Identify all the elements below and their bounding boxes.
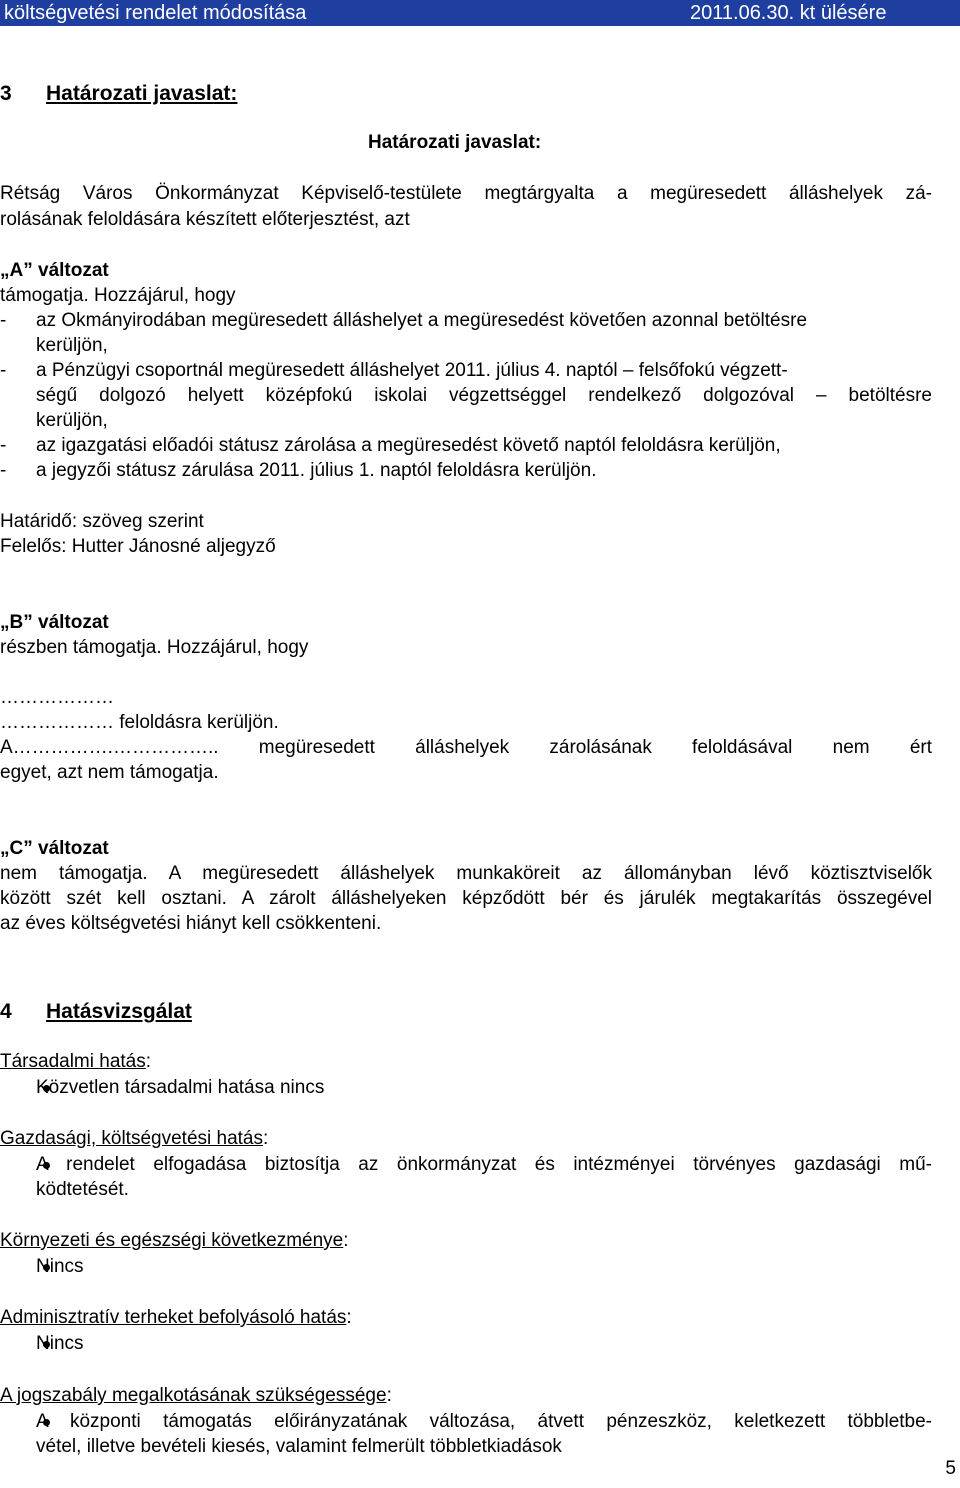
deadline: Határidő: szöveg szerint bbox=[0, 511, 204, 532]
impact-environment-item: Nincs bbox=[36, 1256, 84, 1277]
section-3-title: Határozati javaslat: bbox=[46, 82, 238, 105]
variant-c-line-3: az éves költségvetési hiányt kell csökkenteni. bbox=[0, 913, 382, 934]
intro-line-2: rolásának feloldására készített előterjesztést, azt bbox=[0, 209, 410, 230]
impact-necessity-item: A központi támogatás előirányzatának változása, átvett pénzeszköz, keletkezett többletbe- bbox=[36, 1411, 932, 1432]
variant-c-label: „C” változat bbox=[0, 838, 109, 859]
variant-a-item-2-dash: - bbox=[0, 360, 7, 381]
header-date: 2011.06.30. kt ülésére bbox=[690, 2, 887, 24]
variant-a-item-1-cont: kerüljön, bbox=[36, 335, 108, 356]
variant-a-item-2: a Pénzügyi csoportnál megüresedett álláshelyet 2011. július 4. naptól – felsőfokú végzett- bbox=[36, 360, 788, 381]
impact-heading-economic: Gazdasági, költségvetési hatás: bbox=[0, 1128, 269, 1149]
section-4-title: Hatásvizsgálat bbox=[46, 1000, 192, 1023]
impact-heading-environment: Környezeti és egészségi következménye: bbox=[0, 1230, 349, 1251]
variant-b-dots: ……………… bbox=[0, 687, 114, 708]
variant-a-item-4-dash: - bbox=[0, 460, 7, 481]
page-header bbox=[0, 0, 960, 26]
impact-necessity-item-cont: vétel, illetve bevételi kiesés, valamint felmerült többletkiadások bbox=[36, 1436, 562, 1457]
intro-line-1: Rétság Város Önkormányzat Képviselő-testülete megtárgyalta a megüresedett álláshelyek zá- bbox=[0, 183, 932, 204]
impact-heading-administrative: Adminisztratív terheket befolyásoló hatás: bbox=[0, 1307, 352, 1328]
variant-b-line-b: egyet, azt nem támogatja. bbox=[0, 762, 219, 783]
impact-heading-social: Társadalmi hatás: bbox=[0, 1051, 152, 1072]
variant-a-label: „A” változat bbox=[0, 260, 109, 281]
impact-economic-item-cont: ködtetését. bbox=[36, 1179, 129, 1200]
variant-b-release-line: ……………… feloldásra kerüljön. bbox=[0, 712, 279, 733]
variant-c-line-1: nem támogatja. A megüresedett álláshelyek munkaköreit az állományban lévő köztisztviselők bbox=[0, 863, 932, 884]
impact-heading-necessity: A jogszabály megalkotásának szükségessége: bbox=[0, 1385, 392, 1406]
variant-c-line-2: között szét kell osztani. A zárolt álláshelyeken képződött bér és járulék megtakarítás összegével bbox=[0, 888, 932, 909]
variant-b-label: „B” változat bbox=[0, 612, 109, 633]
variant-a-item-2-cont-2: kerüljön, bbox=[36, 410, 108, 431]
section-3-heading: 3 Határozati javaslat: bbox=[0, 82, 238, 105]
page-number: 5 bbox=[945, 1458, 956, 1479]
variant-b-line-a: A…………….…………….. megüresedett álláshelyek zárolásának feloldásával nem ért bbox=[0, 737, 932, 758]
variant-a-item-3: az igazgatási előadói státusz zárolása a megüresedést követő naptól feloldásra kerüljön, bbox=[36, 435, 781, 456]
subtitle: Határozati javaslat: bbox=[368, 132, 542, 153]
variant-a-item-1-dash: - bbox=[0, 310, 7, 331]
impact-economic-item: A rendelet elfogadása biztosítja az önkormányzat és intézményei törvényes gazdasági mű- bbox=[36, 1154, 932, 1175]
variant-a-item-4: a jegyzői státusz zárulása 2011. július 1. naptól feloldásra kerüljön. bbox=[36, 460, 597, 481]
section-4-heading: 4 Hatásvizsgálat bbox=[0, 1000, 192, 1023]
variant-a-item-3-dash: - bbox=[0, 435, 7, 456]
responsible: Felelős: Hutter Jánosné aljegyző bbox=[0, 536, 276, 557]
impact-administrative-item: Nincs bbox=[36, 1333, 84, 1354]
variant-a-item-1: az Okmányirodában megüresedett álláshelyet a megüresedést követően azonnal betöltésre bbox=[36, 310, 808, 331]
variant-a-item-2-cont: ségű dolgozó helyett középfokú iskolai végzettséggel rendelkező dolgozóval – betöltésre bbox=[36, 385, 932, 406]
variant-a-lead: támogatja. Hozzájárul, hogy bbox=[0, 285, 236, 306]
variant-b-lead: részben támogatja. Hozzájárul, hogy bbox=[0, 637, 309, 658]
header-title: költségvetési rendelet módosítása bbox=[4, 2, 307, 24]
impact-social-item: Közvetlen társadalmi hatása nincs bbox=[36, 1077, 325, 1098]
